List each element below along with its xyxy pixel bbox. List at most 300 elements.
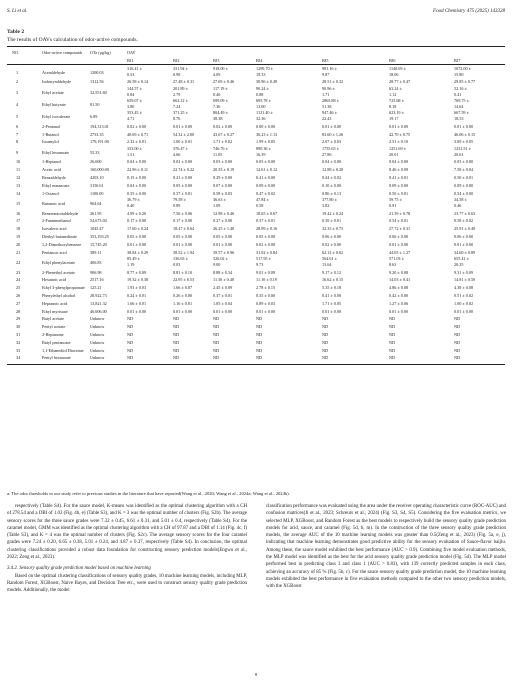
row-number: 23 [16, 269, 21, 275]
oav-value: 1.16 ± 0.01 [173, 300, 193, 306]
oav-error: 0.53 [127, 71, 135, 77]
oav-error: 20.01 [389, 151, 399, 157]
row-number: 28 [16, 308, 21, 314]
oav-value: 17.60 ± 0.24 [127, 226, 149, 232]
oav-value: 1.93 ± 0.03 [127, 285, 147, 291]
oav-error: 4.66 [173, 151, 181, 157]
section-heading: 3.4.2. Sensory quality grade prediction model based on machine learning [7, 566, 151, 572]
oav-value: 3.09 ± 0.05 [454, 139, 474, 145]
table-rule [7, 46, 505, 47]
oav-value: 0.58 ± 0.02 [454, 218, 474, 224]
oav-value: 0.02 ± 0.00 [127, 123, 147, 129]
oav-error: 9.73 [256, 261, 264, 267]
oav-value: 36.63 ± [213, 197, 226, 203]
oav-value: 16.62 ± 0.15 [322, 277, 344, 283]
oav-value: 22.96 ± 0.11 [127, 167, 148, 173]
odor-threshold: 26,600 [90, 159, 102, 165]
compound-name: Ethyl butyrate [42, 101, 66, 107]
oav-value: 12.88 ± 0.20 [322, 167, 344, 173]
oav-value: 0.50 ± 0.01 [389, 190, 409, 196]
row-number: 33 [16, 347, 21, 353]
oav-error: 18.53 [454, 115, 464, 121]
oav-value: 1.71 ± 0.05 [322, 300, 342, 306]
oav-value: 0.39 ± 0.01 [322, 218, 342, 224]
oav-value: 44.05 ± 1.27 [389, 249, 411, 255]
oav-value: 4.86 ± 0.08 [389, 285, 409, 291]
oav-value: 8.81 ± 0.10 [173, 269, 193, 275]
oav-value: 0.42 ± 0.00 [389, 293, 409, 298]
oav-value: 27.69 ± 0.46 [213, 79, 235, 85]
oav-value: 32.33 ± 0.73 [322, 226, 344, 232]
oav-value: ND [322, 355, 329, 361]
oav-value: 7.58 ± 0.04 [454, 167, 474, 173]
odor-threshold: Unknow [90, 332, 105, 337]
oav-value: 1.00 ± 0.01 [173, 139, 193, 145]
paragraph: respectively (Table S4). For the sauce model, K-means was identified as the optimal clustering algorithm with a CH of 278.54 and a DBI of 1.02 (Fig. 4b, e) (Table S3), and K = 3 was the optimal number of clusters (Fig. S2b). The average sensory scores for the three sauce grades were 7.32 ± 0.45, 6.61 ± 0.31, and 5.01 ± 0.4, respectively (Table S4). For the caramel model, GMM was identified as the optimal clustering algorithm with a CH of 97.87 and a DBI of 1.14 (Fig. 4c, f) (Table S3), and K = 4 was the optimal number of clusters (Fig. S2c). The average sensory scores for the four caramel grades were 7.24 ± 0.20, 6.65 ± 0.38, 5.01 ± 0.24, and 4.87 ± 0.37, respectively (Table S4). In conclusion, the optimal clustering classifications provided a robust data foundation for constructing sensory prediction models(Engwu et al., 2022; Zeng et al., 2023). [7, 504, 247, 561]
oav-value: ND [454, 316, 461, 322]
row-number: 16 [16, 210, 21, 216]
oav-value: 0.41 ± 0.00 [256, 175, 276, 180]
oav-value: 1251.69 ± [389, 146, 406, 151]
oav-value: 38.52 ± 1.94 [173, 249, 195, 255]
odor-threshold: 1312.56 [90, 79, 104, 85]
oav-value: 144.57 ± [127, 86, 142, 91]
oav-error: 0.88 [256, 91, 264, 97]
oav-value: 8.88 ± 0.34 [213, 269, 233, 275]
row-number: 25 [16, 285, 21, 291]
oav-value: 0.17 ± 0.00 [173, 218, 193, 224]
compound-name: Benzeneacetaldehyde [42, 210, 79, 216]
oav-value: 1140.69 ± [389, 66, 406, 71]
oav-value: 59.75 ± [389, 197, 402, 203]
oav-value: 52.16 ± [454, 86, 467, 91]
oav-value: 83.60 ± 1.26 [322, 131, 344, 137]
oav-value: 36.79 ± [127, 197, 140, 203]
odor-threshold: 4203.10 [90, 175, 104, 180]
oav-value: 0.58 ± 0.03 [213, 190, 233, 196]
oav-value: 0.01 ± 0.00 [322, 308, 342, 314]
odor-threshold: 406.83 [90, 259, 102, 265]
oav-error: 3.80 [127, 103, 135, 109]
oav-value: 571.03 ± [389, 256, 404, 262]
oav-value: 14.03 ± 0.41 [389, 277, 411, 283]
oav-value: 0.10 ± 0.00 [322, 182, 342, 188]
compound-name: 1,2-Dimethoxybenzene [42, 241, 82, 247]
row-number: 30 [16, 324, 21, 330]
oav-value: 9.31 ± 0.09 [454, 269, 474, 275]
oav-value: ND [389, 324, 396, 330]
oav-value: 0.35 ± 0.00 [256, 293, 276, 298]
oav-value: 725.68 ± [389, 98, 404, 104]
oav-value: 376.47 ± [173, 146, 188, 151]
oav-value: 0.01 ± 0.00 [127, 241, 147, 247]
row-number: 11 [16, 167, 21, 173]
oav-value: 28.99 ± 0.16 [256, 226, 278, 232]
oav-value: ND [213, 339, 220, 345]
compound-name: Ethyl isovalerate [42, 114, 71, 119]
oav-value: 1.27 ± 0.06 [389, 300, 409, 306]
oav-value: 0.01 ± 0.00 [173, 241, 193, 247]
oav-value: 1.66 ± 0.01 [127, 300, 147, 306]
oav-value: 1.00 ± 0.02 [454, 300, 474, 306]
column-header: BJ4 [256, 58, 263, 63]
odor-threshold: 160,000.00 [90, 167, 109, 173]
oav-value: 699.09 ± [213, 98, 228, 104]
oav-value: 0.06 ± 0.00 [389, 234, 409, 239]
row-number: 8 [16, 139, 19, 145]
oav-value: ND [127, 355, 134, 361]
oav-value: 29.85 ± 0.77 [454, 79, 476, 85]
oav-value: 0.37 ± 0.01 [173, 190, 193, 196]
table-footnote: a: The odor thresholds in our study refer to previous studies in the literature that have reported(Wang et al., 2020; Wang et al., 2024a; Wang et al., 2024b). [7, 491, 290, 496]
row-number: 2 [16, 79, 19, 85]
column-header: BJ6 [389, 58, 396, 63]
compound-name: Ethyl acetate [42, 89, 64, 95]
oav-value: 0.01 ± 0.00 [389, 241, 409, 247]
oav-value: 0.41 ± 0.01 [389, 175, 409, 180]
oav-value: 353.45 ± [127, 110, 142, 116]
oav-value: 19.32 ± 0.38 [127, 277, 149, 283]
row-number: 3 [16, 89, 19, 95]
oav-error: 1.09 [213, 202, 221, 208]
oav-error: 13.64 [322, 261, 332, 267]
row-number: 7 [16, 131, 19, 137]
table-rule [7, 364, 505, 365]
oav-error: 0.40 [127, 202, 135, 208]
oav-value: 47.84 ± [256, 197, 269, 203]
oav-value: ND [389, 316, 396, 322]
oav-value: 804.49 ± [213, 110, 228, 116]
odor-threshold: 81.50 [90, 101, 100, 107]
row-number: 20 [16, 241, 21, 247]
oav-value: 38.84 ± 0.29 [127, 249, 149, 255]
oav-value: 12.61 ± 0.12 [256, 167, 278, 173]
oav-value: 12.98 ± 0.46 [213, 210, 235, 216]
row-number: 13 [16, 182, 21, 188]
oav-value: 663.12 ± [173, 98, 188, 104]
oav-error: 11.05 [213, 151, 223, 157]
column-header: OTa (μg/kg) [90, 50, 111, 55]
oav-value: 8.77 ± 0.09 [127, 269, 147, 275]
oav-value: ND [454, 339, 461, 345]
oav-value: 0.01 ± 0.00 [454, 241, 474, 247]
oav-value: 0.05 ± 0.00 [173, 182, 193, 188]
row-number: 5 [16, 114, 19, 119]
oav-value: 0.55 ± 0.00 [127, 190, 147, 196]
compound-name: Phenylethyl alcohol [42, 293, 76, 298]
row-number: 22 [16, 259, 21, 265]
oav-value: 26.58 ± 0.14 [127, 79, 149, 85]
oav-error: 18.06 [389, 71, 399, 77]
oav-value: 0.37 ± 0.01 [256, 218, 276, 224]
odor-threshold: Unknow [90, 316, 105, 322]
oav-value: 18.47 ± 0.64 [173, 226, 195, 232]
odor-threshold: 13,821.32 [90, 300, 107, 306]
oav-error: 0.91 [389, 202, 397, 208]
oav-error: 0.46 [454, 202, 462, 208]
oav-value: 0.04 ± 0.00 [127, 182, 147, 188]
oav-value: 564.61 ± [322, 256, 337, 262]
compound-name: Butanoic acid [42, 200, 66, 206]
odor-threshold: 28,922.73 [90, 293, 107, 298]
oav-value: ND [173, 339, 180, 345]
oav-value: 0.86 ± 0.13 [322, 190, 342, 196]
table-caption: The results of OAVs calculation of odor-active compounds. [7, 37, 138, 43]
oav-value: 9.17 ± 0.12 [322, 269, 342, 275]
oav-value: ND [127, 339, 134, 345]
oav-value: 90.24 ± [256, 86, 269, 91]
compound-name: Hexanoic acid [42, 277, 67, 283]
oav-value: ND [127, 324, 134, 330]
oav-value: 7.56 ± 0.06 [173, 210, 193, 216]
odor-threshold: 389.11 [90, 249, 102, 255]
oav-error: 9.00 [213, 261, 221, 267]
oav-value: 377.80 ± [322, 197, 337, 203]
oav-value: 39.57 ± 0.96 [213, 249, 235, 255]
paragraph: classification performance was evaluated using the area under the receiver operating characteristic curve (ROC-AUC) and confusion matrices(Ji et al., 2023; Schreurs et al., 2024) (Fig. S3, S4, S5). Considering the five evaluation metrics, we selected MLP, XGBoost, and Random Forest as the best models to respectively build the sensory quality grade prediction models for acid, sauce, and caramel (Fig. 5d, h, m). In the construction of the three sensory quality grade prediction models, the average AUC of the 10 machine learning models was greater than 0.5(Zeng et al., 2023) (Fig. 5a, e, j), indicating that machine learning demonstrates good predictive ability for the sensory evaluation of Sauce-flavor baijiu. Among these, the sauce model exhibited the best performance (AUC > 0.9). Combining five model evaluation methods, the MLP model was identified as the best for the acid sensory quality grade prediction model (Fig. 5d). The MLP model performed best in predicting class 3 and class 1 (AUC > 0.83), with 139 correctly predicted samples in each class, achieving an accuracy of 85 % (Fig. 5b, c). For the sauce sensory quality grade prediction model, the 10 machine learning models exhibited the best performance in five evaluation methods compared to the other two sensory prediction models, with the XGBoost [266, 504, 506, 590]
compound-name: Ethyl phenylacetate [42, 259, 76, 265]
compound-name: Isoamylol [42, 139, 59, 145]
oav-value: 0.24 ± 0.01 [127, 293, 147, 298]
oav-value: 0.02 ± 0.00 [322, 241, 342, 247]
row-number: 6 [16, 123, 19, 129]
oav-value: 0.05 ± 0.00 [213, 234, 233, 239]
odor-threshold: 261.95 [90, 210, 102, 216]
oav-value: ND [389, 355, 396, 361]
oav-value: 0.89 ± 0.03 [256, 300, 276, 306]
oav-value: ND [256, 355, 263, 361]
oav-value: 0.02 ± 0.00 [173, 159, 193, 165]
oav-value: ND [173, 347, 180, 353]
oav-value: ND [173, 316, 180, 322]
oav-value: 26.25 ± 1.40 [213, 226, 235, 232]
oav-value: ND [213, 316, 220, 322]
odor-threshold: 353,193.25 [90, 234, 109, 239]
oav-value: 0.54 ± 0.00 [454, 190, 474, 196]
oav-error: 0.46 [213, 91, 221, 97]
column-header: BJ7 [454, 58, 461, 63]
oav-value: 43.67 ± 0.27 [213, 131, 235, 137]
oav-value: 1.66 ± 0.07 [173, 285, 193, 291]
oav-value: 517.95 ± [256, 256, 271, 262]
oav-value: ND [256, 347, 263, 353]
row-number: 27 [16, 300, 21, 306]
oav-value: 1.05 ± 0.04 [213, 300, 233, 306]
oav-value: 14.81 ± 0.50 [454, 277, 476, 283]
oav-value: 23.77 ± 0.63 [454, 210, 476, 216]
oav-value: 0.02 ± 0.00 [256, 241, 276, 247]
row-number: 1 [16, 69, 19, 75]
oav-error: 22.43 [322, 115, 332, 121]
oav-value: 0.01 ± 0.00 [454, 308, 474, 314]
oav-error: 14.64 [454, 103, 464, 109]
oav-value: 11.30 ± 0.40 [213, 277, 234, 283]
oav-value: 981.16 ± [322, 66, 337, 71]
oav-value: 0.01 ± 0.00 [213, 241, 233, 247]
oav-value: 0.01 ± 0.00 [389, 308, 409, 314]
oav-value: 659.07 ± [127, 98, 142, 104]
oav-value: ND [213, 332, 220, 337]
oav-value: 0.06 ± 0.00 [322, 234, 342, 239]
oav-value: ND [256, 316, 263, 322]
oav-value: 918.00 ± [213, 66, 228, 71]
oav-value: 890.36 ± [256, 146, 271, 151]
oav-error: 1.12 [389, 91, 397, 97]
oav-value: 0.03 ± 0.00 [256, 159, 276, 165]
oav-value: 90.96 ± [322, 86, 335, 91]
oav-value: 27.48 ± 0.31 [173, 79, 195, 85]
oav-error: 2.79 [173, 91, 181, 97]
odor-threshold: 125.21 [90, 285, 102, 291]
odor-threshold: 6.89 [90, 114, 98, 119]
odor-threshold: 2733.35 [90, 131, 104, 137]
oav-value: 0.01 ± 0.00 [213, 308, 233, 314]
oav-error: 38.38 [213, 115, 223, 121]
oav-value: 0.51 ± 0.02 [454, 293, 474, 298]
odor-threshold: Unknow [90, 339, 105, 345]
oav-value: 27.72 ± 0.31 [389, 226, 411, 232]
oav-error: 4.71 [127, 115, 135, 121]
oav-error: 0.84 [127, 91, 135, 97]
column-header: BJ1 [127, 58, 134, 63]
oav-value: 0.09 ± 0.00 [454, 182, 474, 188]
oav-value: 46.06 ± 0.15 [454, 131, 476, 137]
oav-value: ND [213, 324, 220, 330]
oav-error: 7.24 [173, 103, 181, 109]
oav-value: 1299.70 ± [256, 66, 273, 71]
oav-value: 746.76 ± [213, 146, 228, 151]
odor-threshold: 906.98 [90, 269, 102, 275]
oav-value: 28.51 ± 0.32 [322, 79, 344, 85]
oav-value: 54.32 ± 2.00 [173, 131, 195, 137]
compound-name: 1-Butanol [42, 131, 59, 137]
oav-value: ND [322, 339, 329, 345]
oav-value: 62.12 ± 0.62 [322, 249, 344, 255]
oav-error: 20.61 [454, 151, 464, 157]
row-number: 21 [16, 249, 21, 255]
oav-value: 0.01 ± 0.00 [173, 123, 193, 129]
compound-name: Benzaldehyde [42, 175, 66, 180]
oav-value: ND [127, 316, 134, 322]
oav-value: 0.21 ± 0.00 [173, 175, 193, 180]
oav-error: 15.80 [454, 71, 464, 77]
oav-value: 117.19 ± [213, 86, 228, 91]
compound-name: Pentyl acetate [42, 324, 66, 330]
oav-value: 1755.65 ± [322, 146, 339, 151]
row-number: 4 [16, 101, 19, 107]
row-number: 9 [16, 149, 19, 155]
oav-value: 25.91 ± 0.40 [454, 226, 476, 232]
oav-error: 1.19 [127, 261, 135, 267]
oav-error: 0.03 [173, 261, 181, 267]
oav-value: 0.00 ± 0.00 [256, 123, 276, 129]
oav-value: 0.01 ± 0.00 [389, 123, 409, 129]
row-number: 12 [16, 175, 21, 180]
odor-threshold: Unknow [90, 347, 105, 353]
compound-name: Heptanoic acid [42, 300, 68, 306]
oav-value: 22.95 ± 0.53 [173, 277, 195, 283]
oav-value: 0.01 ± 0.00 [173, 308, 193, 314]
oav-error: 19.33 [256, 71, 266, 77]
running-header [7, 9, 505, 21]
row-number: 31 [16, 332, 21, 337]
oav-error: 0.98 [173, 71, 181, 77]
oav-value: 201.89 ± [173, 86, 188, 91]
oav-error: 7.36 [213, 103, 221, 109]
oav-error: 1.71 [322, 91, 330, 97]
oav-error: 0.58 [256, 202, 264, 208]
oav-value: 2.51 ± 0.10 [389, 139, 409, 145]
odor-threshold: 15,745.20 [90, 241, 107, 247]
oav-error: 0.41 [454, 91, 462, 97]
compound-name: 2-Pentanol [42, 123, 61, 129]
oav-value: 4.38 ± 0.08 [454, 285, 474, 291]
compound-name: 1-Heptanol [42, 159, 61, 165]
oav-value: 9.20 ± 0.08 [389, 269, 409, 275]
oav-value: 333.00 ± [127, 146, 142, 151]
column-header: BJ2 [173, 58, 180, 63]
oav-value: 0.03 ± 0.00 [213, 159, 233, 165]
row-number: 15 [16, 200, 21, 206]
oav-error: 3.82 [322, 202, 330, 208]
table-rule [7, 64, 505, 65]
compound-name: Pentyl hexanoate [42, 355, 71, 361]
oav-value: 0.01 ± 0.00 [454, 123, 474, 129]
oav-value: 36.23 ± 1.13 [256, 131, 278, 137]
odor-threshold: 2517.16 [90, 277, 104, 283]
oav-value: 0.04 ± 0.00 [127, 159, 147, 165]
oav-value: 34.58 ± [454, 197, 467, 203]
compound-name: Acetic acid [42, 167, 61, 173]
row-number: 29 [16, 316, 21, 322]
odor-threshold: 1045.47 [90, 226, 104, 232]
oav-value: ND [454, 347, 461, 353]
oav-value: 2.32 ± 0.01 [127, 139, 147, 145]
oav-error: 16.39 [256, 151, 266, 157]
oav-value: 667.59 ± [454, 110, 469, 116]
oav-value: 4.99 ± 0.20 [127, 210, 147, 216]
row-number: 24 [16, 277, 21, 283]
oav-value: 326.02 ± [213, 256, 228, 262]
row-number: 17 [16, 218, 21, 224]
oav-value: 0.01 ± 0.00 [322, 123, 342, 129]
compound-name: Pentanoic acid [42, 249, 67, 255]
oav-value: ND [389, 339, 396, 345]
oav-value: 0.15 ± 0.00 [127, 175, 147, 180]
compound-name: Acetaldehyde [42, 69, 66, 75]
oav-error: 31.38 [322, 103, 332, 109]
compound-name: 1,1-Ethanediol Diacetate [42, 347, 84, 353]
odor-threshold: 1200.03 [90, 69, 104, 75]
row-number: 34 [16, 355, 21, 361]
oav-value: 1121.40 ± [256, 110, 273, 116]
oav-value: 0.05 ± 0.00 [127, 234, 147, 239]
compound-name: 2-Heptanone [42, 332, 64, 337]
compound-name: Butyl pentanoate [42, 339, 71, 345]
odor-threshold: 46,606.00 [90, 308, 107, 314]
oav-value: 0.01 ± 0.00 [256, 308, 276, 314]
oav-value: 63.24 ± [389, 86, 402, 91]
odor-threshold: 1100.00 [90, 190, 104, 196]
compound-name: Isovaleric acid [42, 226, 67, 232]
oav-value: 22.74 ± 0.22 [173, 167, 195, 173]
oav-value: 1.71 ± 0.02 [213, 139, 233, 145]
column-header: BJ3 [213, 58, 220, 63]
oav-value: 5.35 ± 0.18 [322, 285, 342, 291]
oav-value: 30.96 ± 0.49 [256, 79, 278, 85]
compound-name: Diethyl butanedioate [42, 234, 78, 239]
row-number: 19 [16, 234, 21, 239]
